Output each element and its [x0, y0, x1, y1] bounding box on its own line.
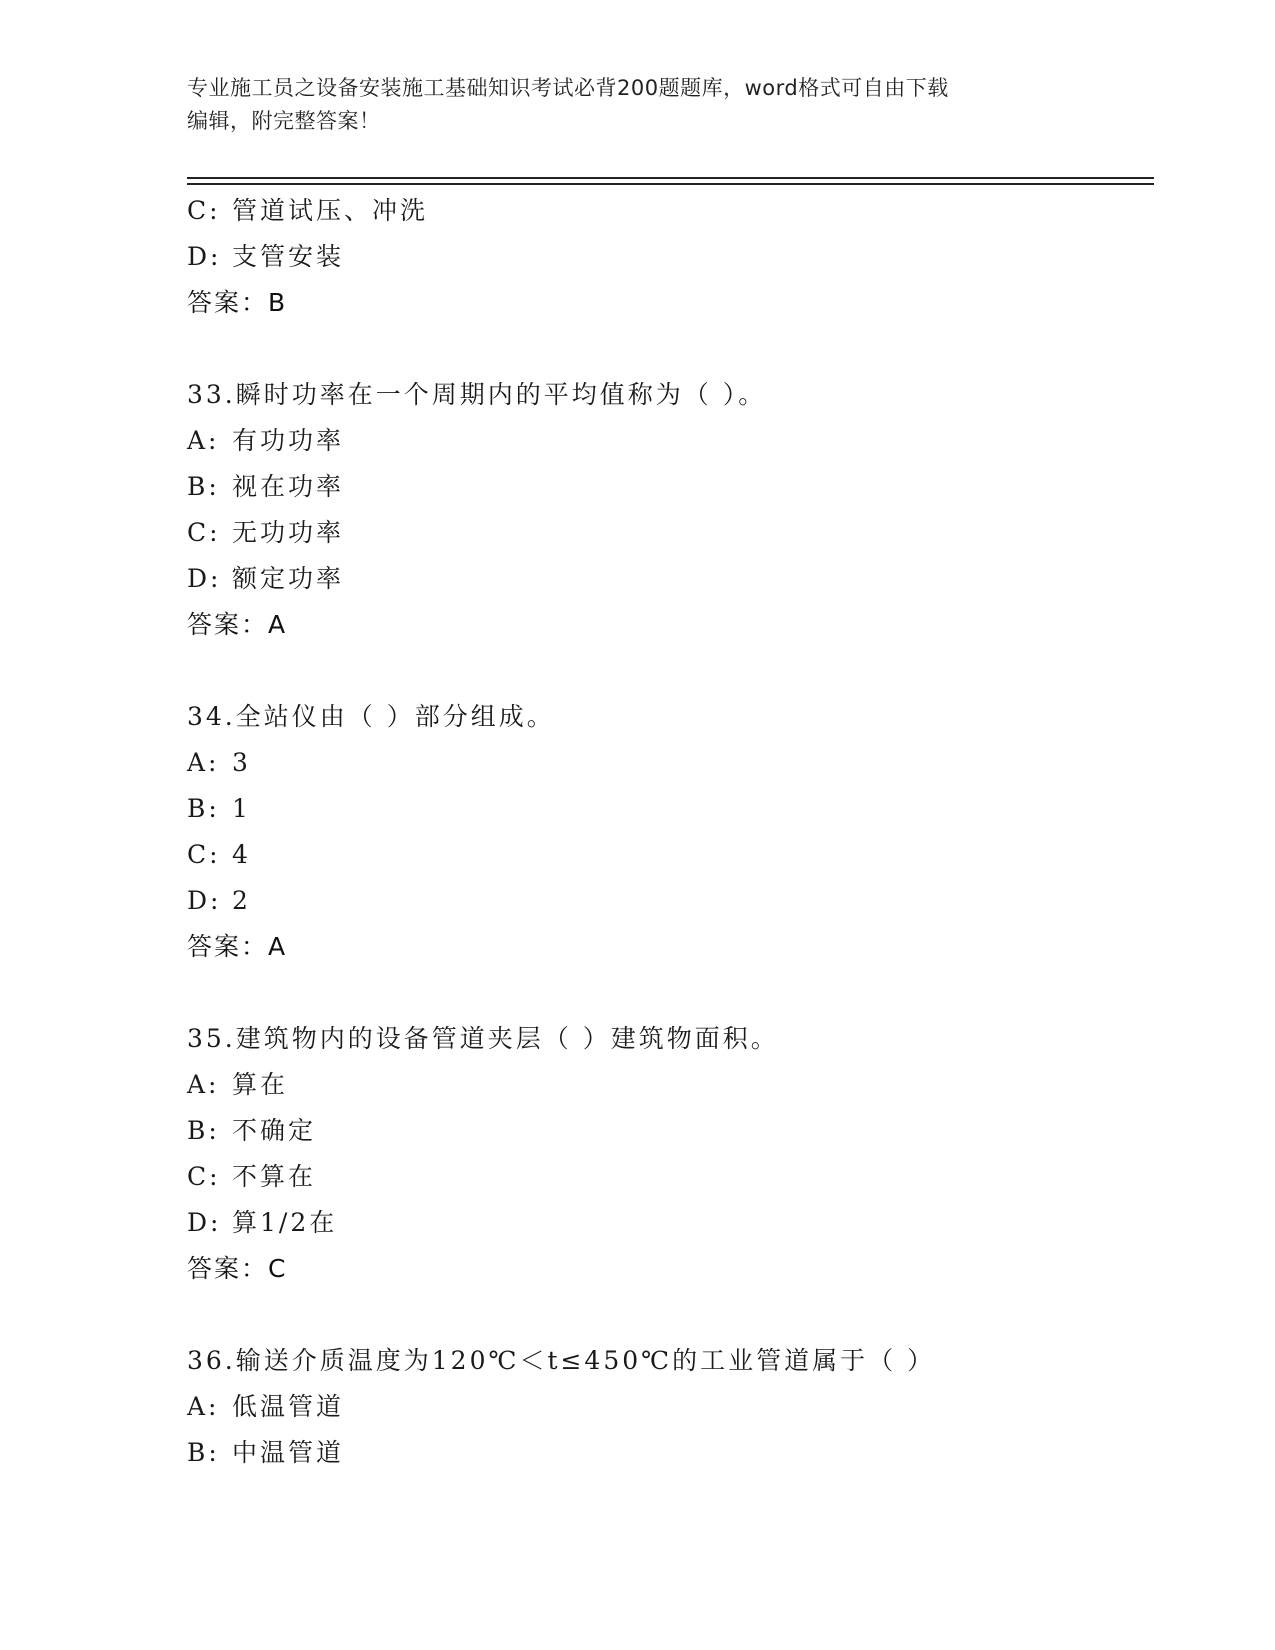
option-a [187, 418, 1147, 464]
option-key: A: [187, 748, 220, 777]
question-stem: 33.瞬时功率在一个周期内的平均值称为（ ）。 [187, 380, 767, 409]
option-d [187, 234, 1147, 280]
option-b [187, 1430, 1147, 1476]
option-text: 4 [232, 840, 251, 869]
option-text: 中温管道 [232, 1438, 345, 1467]
option-c [187, 1154, 1147, 1200]
option-text: 有功功率 [232, 426, 345, 455]
document-header [187, 72, 1087, 138]
option-b [187, 786, 1147, 832]
question-32-continuation [187, 188, 1147, 326]
option-text: 不确定 [232, 1116, 317, 1145]
option-a [187, 1384, 1147, 1430]
option-key: D: [187, 1208, 222, 1237]
header-rule-top [187, 177, 1154, 179]
option-key: C: [187, 1162, 221, 1191]
option-c [187, 510, 1147, 556]
option-key: B: [187, 472, 220, 501]
document-title-line-1: 专业施工员之设备安装施工基础知识考试必背200题题库，word格式可自由下载 [187, 76, 949, 100]
answer-line: 答案：C [187, 1254, 288, 1283]
option-text: 算在 [232, 1070, 289, 1099]
option-key: B: [187, 794, 220, 823]
question-36 [187, 1338, 1147, 1476]
spacer [187, 648, 1147, 694]
option-b [187, 464, 1147, 510]
option-text: 支管安装 [232, 242, 345, 271]
option-key: C: [187, 196, 221, 225]
option-key: B: [187, 1438, 220, 1467]
spacer [187, 970, 1147, 1016]
option-key: A: [187, 426, 220, 455]
option-d [187, 878, 1147, 924]
question-35 [187, 1016, 1147, 1292]
option-key: B: [187, 1116, 220, 1145]
option-text: 算1/2在 [232, 1208, 338, 1237]
question-list [187, 188, 1147, 1476]
option-text: 不算在 [232, 1162, 317, 1191]
option-text: 低温管道 [232, 1392, 345, 1421]
question-34 [187, 694, 1147, 970]
question-stem: 36.输送介质温度为120℃＜t≤450℃的工业管道属于（ ） [187, 1346, 936, 1375]
option-key: D: [187, 886, 222, 915]
option-key: C: [187, 518, 221, 547]
option-text: 视在功率 [232, 472, 345, 501]
option-text: 无功功率 [232, 518, 345, 547]
spacer [187, 1292, 1147, 1338]
option-text: 管道试压、冲洗 [232, 196, 429, 225]
spacer [187, 326, 1147, 372]
question-stem: 35.建筑物内的设备管道夹层（ ）建筑物面积。 [187, 1024, 779, 1053]
option-key: C: [187, 840, 221, 869]
header-rule-bottom [187, 183, 1154, 185]
option-b [187, 1108, 1147, 1154]
option-text: 3 [232, 748, 251, 777]
answer-line: 答案：A [187, 610, 288, 639]
answer-line: 答案：B [187, 288, 288, 317]
question-stem: 34.全站仪由（ ）部分组成。 [187, 702, 555, 731]
option-text: 额定功率 [232, 564, 345, 593]
option-key: D: [187, 564, 222, 593]
option-text: 2 [232, 886, 251, 915]
option-d [187, 1200, 1147, 1246]
option-c [187, 188, 1147, 234]
option-a [187, 740, 1147, 786]
option-key: A: [187, 1070, 220, 1099]
option-c [187, 832, 1147, 878]
option-d [187, 556, 1147, 602]
question-33 [187, 372, 1147, 648]
option-a [187, 1062, 1147, 1108]
option-key: A: [187, 1392, 220, 1421]
document-title-line-2: 编辑，附完整答案！ [187, 109, 381, 133]
option-text: 1 [232, 794, 251, 823]
answer-line: 答案：A [187, 932, 288, 961]
option-key: D: [187, 242, 222, 271]
